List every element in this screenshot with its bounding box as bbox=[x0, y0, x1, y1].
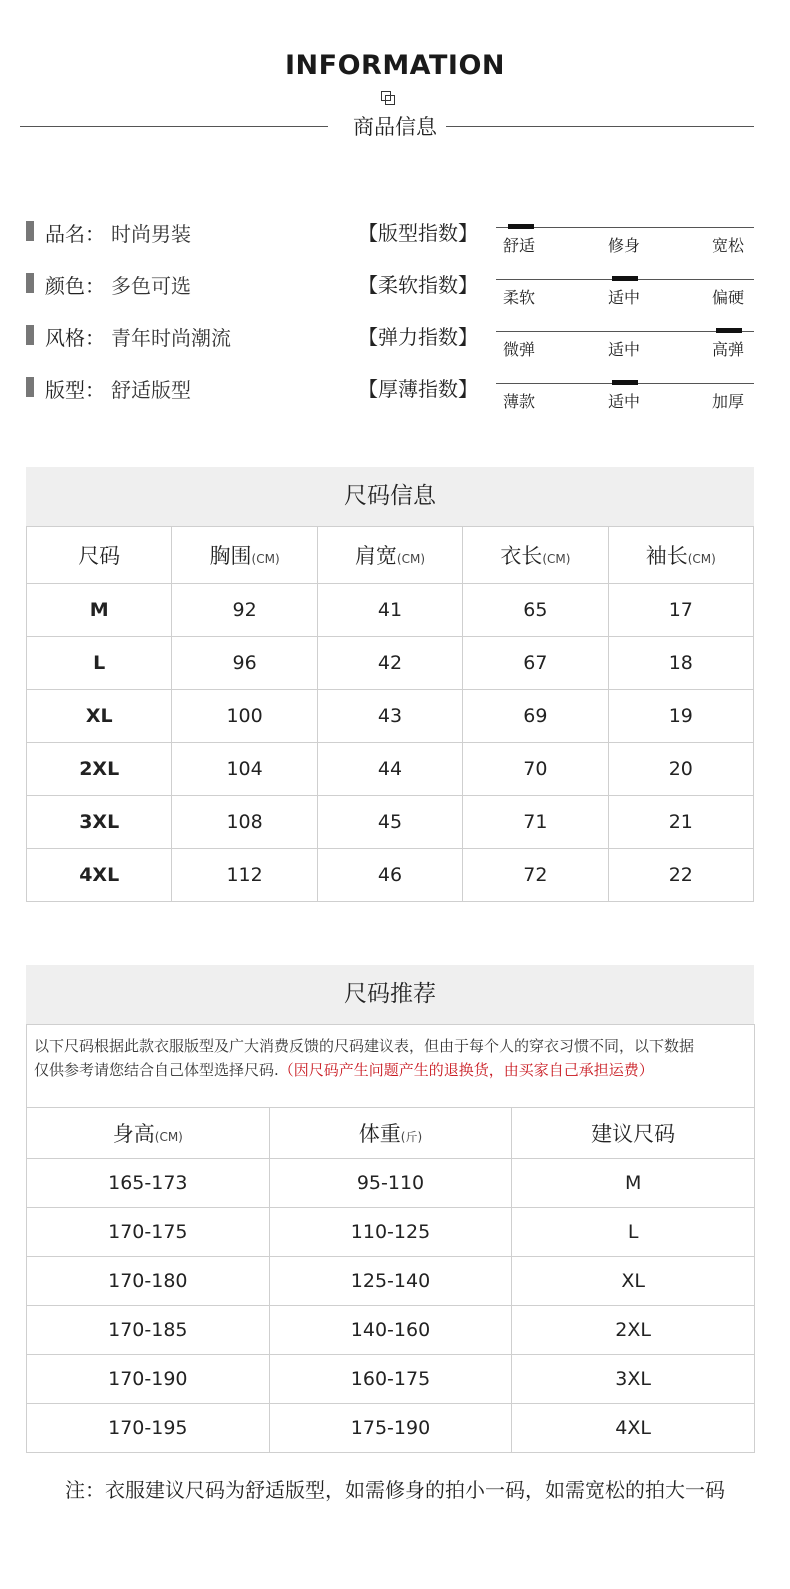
footer-note: 注：衣服建议尺码为舒适版型，如需修身的拍小一码，如需宽松的拍大一码 bbox=[65, 1478, 725, 1502]
page-title: INFORMATION bbox=[284, 50, 505, 81]
size-cell: XL bbox=[27, 690, 172, 743]
weight-cell: 140-160 bbox=[269, 1306, 512, 1355]
index-scale-label: 修身 bbox=[608, 236, 641, 255]
header-label: 体重 bbox=[358, 1122, 401, 1146]
size-header-cell bbox=[172, 527, 317, 584]
weight-cell: 125-140 bbox=[269, 1257, 512, 1306]
index-scale-label: 舒适 bbox=[503, 236, 536, 255]
measure-cell: 18 bbox=[608, 637, 753, 690]
measure-cell: 46 bbox=[317, 849, 462, 902]
recommend-header-cell bbox=[512, 1108, 755, 1159]
size-header-cell bbox=[27, 527, 172, 584]
suggested-size-cell: 3XL bbox=[512, 1355, 755, 1404]
height-cell: 170-195 bbox=[27, 1404, 270, 1453]
info-value: 时尚男装 bbox=[111, 222, 191, 246]
info-bullet bbox=[26, 221, 34, 241]
measure-cell: 42 bbox=[317, 637, 462, 690]
index-scale-label: 偏硬 bbox=[712, 288, 745, 307]
size-cell: M bbox=[27, 584, 172, 637]
info-label: 颜色： bbox=[45, 274, 105, 298]
info-value: 青年时尚潮流 bbox=[111, 326, 231, 350]
measure-cell: 45 bbox=[317, 796, 462, 849]
suggested-size-cell: 2XL bbox=[512, 1306, 755, 1355]
note-line-1: 以下尺码根据此款衣服版型及广大消费反馈的尺码建议表，但由于每个人的穿衣习惯不同，以下数据 bbox=[34, 1037, 695, 1055]
header-unit: (CM) bbox=[396, 552, 426, 566]
header-label: 肩宽 bbox=[354, 544, 397, 568]
weight-cell: 95-110 bbox=[269, 1159, 512, 1208]
measure-cell: 71 bbox=[463, 796, 608, 849]
table-row bbox=[27, 637, 754, 690]
header-label: 胸围 bbox=[209, 544, 252, 568]
table-row bbox=[27, 1257, 755, 1306]
header-unit: (CM) bbox=[154, 1130, 183, 1144]
index-scale-label: 适中 bbox=[608, 392, 641, 411]
index-level-marker bbox=[508, 224, 534, 229]
measure-cell: 65 bbox=[463, 584, 608, 637]
table-row bbox=[27, 690, 754, 743]
measure-cell: 22 bbox=[608, 849, 753, 902]
measure-cell: 69 bbox=[463, 690, 608, 743]
header-label: 身高 bbox=[112, 1122, 155, 1146]
height-cell: 170-190 bbox=[27, 1355, 270, 1404]
index-scale-label: 加厚 bbox=[712, 392, 745, 411]
recommend-header-cell bbox=[269, 1108, 512, 1159]
table-row bbox=[27, 1159, 755, 1208]
height-cell: 170-175 bbox=[27, 1208, 270, 1257]
measure-cell: 17 bbox=[608, 584, 753, 637]
header-label: 建议尺码 bbox=[591, 1122, 676, 1146]
table-row bbox=[27, 743, 754, 796]
measure-cell: 21 bbox=[608, 796, 753, 849]
index-level-marker bbox=[716, 328, 742, 333]
size-table bbox=[26, 526, 754, 902]
weight-cell: 110-125 bbox=[269, 1208, 512, 1257]
measure-cell: 112 bbox=[172, 849, 317, 902]
measure-cell: 96 bbox=[172, 637, 317, 690]
header-unit: (CM) bbox=[687, 552, 716, 566]
index-scale-label: 微弹 bbox=[503, 340, 536, 359]
weight-cell: 175-190 bbox=[269, 1404, 512, 1453]
header-unit: (CM) bbox=[542, 552, 571, 566]
index-label: 【厚薄指数】 bbox=[358, 377, 478, 401]
note-line-2: 仅供参考请您结合自己体型选择尺码. bbox=[34, 1061, 279, 1079]
header-label: 衣长 bbox=[500, 544, 543, 568]
size-table-header-row bbox=[27, 527, 754, 584]
measure-cell: 100 bbox=[172, 690, 317, 743]
index-level-marker bbox=[612, 276, 638, 281]
measure-cell: 108 bbox=[172, 796, 317, 849]
index-scale-label: 宽松 bbox=[712, 236, 745, 255]
table-row bbox=[27, 1404, 755, 1453]
measure-cell: 41 bbox=[317, 584, 462, 637]
index-scale-line bbox=[496, 227, 754, 228]
section-subtitle: 商品信息 bbox=[353, 115, 437, 139]
measure-cell: 44 bbox=[317, 743, 462, 796]
index-scale-label: 适中 bbox=[608, 340, 641, 359]
header-unit: (CM) bbox=[251, 552, 280, 566]
measure-cell: 19 bbox=[608, 690, 753, 743]
size-cell: 4XL bbox=[27, 849, 172, 902]
table-row bbox=[27, 584, 754, 637]
size-cell: 2XL bbox=[27, 743, 172, 796]
info-label: 风格： bbox=[45, 326, 105, 350]
info-label: 版型： bbox=[45, 378, 105, 402]
height-cell: 170-185 bbox=[27, 1306, 270, 1355]
measure-cell: 104 bbox=[172, 743, 317, 796]
recommend-table-header-row bbox=[27, 1108, 755, 1159]
recommend-table bbox=[26, 1107, 755, 1453]
index-scale-label: 高弹 bbox=[712, 340, 745, 359]
info-value: 多色可选 bbox=[111, 274, 191, 298]
suggested-size-cell: M bbox=[512, 1159, 755, 1208]
header-unit: (斤) bbox=[400, 1130, 423, 1144]
measure-cell: 70 bbox=[463, 743, 608, 796]
height-cell: 170-180 bbox=[27, 1257, 270, 1306]
table-row bbox=[27, 1355, 755, 1404]
size-header-cell bbox=[463, 527, 608, 584]
info-label: 品名： bbox=[45, 222, 105, 246]
divider-right bbox=[446, 126, 754, 127]
size-header-cell bbox=[608, 527, 753, 584]
table-row bbox=[27, 849, 754, 902]
measure-cell: 67 bbox=[463, 637, 608, 690]
measure-cell: 92 bbox=[172, 584, 317, 637]
table-row bbox=[27, 1208, 755, 1257]
index-label: 【弹力指数】 bbox=[358, 325, 478, 349]
recommend-header-cell bbox=[27, 1108, 270, 1159]
suggested-size-cell: 4XL bbox=[512, 1404, 755, 1453]
size-cell: L bbox=[27, 637, 172, 690]
index-scale-label: 适中 bbox=[608, 288, 641, 307]
header-label: 尺码 bbox=[78, 544, 121, 568]
note-warning: （因尺码产生问题产生的退换货，由买家自己承担运费） bbox=[278, 1061, 654, 1079]
measure-cell: 20 bbox=[608, 743, 753, 796]
info-value: 舒适版型 bbox=[111, 378, 191, 402]
suggested-size-cell: L bbox=[512, 1208, 755, 1257]
index-label: 【版型指数】 bbox=[358, 221, 478, 245]
table-row bbox=[27, 1306, 755, 1355]
recommend-title: 尺码推荐 bbox=[26, 965, 754, 1024]
recommend-note bbox=[26, 1024, 755, 1108]
measure-cell: 72 bbox=[463, 849, 608, 902]
suggested-size-cell: XL bbox=[512, 1257, 755, 1306]
measure-cell: 43 bbox=[317, 690, 462, 743]
size-cell: 3XL bbox=[27, 796, 172, 849]
squares-icon bbox=[381, 91, 395, 105]
header-label: 袖长 bbox=[645, 544, 688, 568]
info-bullet bbox=[26, 273, 34, 293]
index-label: 【柔软指数】 bbox=[358, 273, 478, 297]
info-bullet bbox=[26, 325, 34, 345]
height-cell: 165-173 bbox=[27, 1159, 270, 1208]
table-row bbox=[27, 796, 754, 849]
index-scale-label: 柔软 bbox=[503, 288, 536, 307]
size-table-title: 尺码信息 bbox=[26, 467, 754, 526]
size-header-cell bbox=[317, 527, 462, 584]
info-bullet bbox=[26, 377, 34, 397]
weight-cell: 160-175 bbox=[269, 1355, 512, 1404]
index-scale-label: 薄款 bbox=[503, 392, 536, 411]
index-level-marker bbox=[612, 380, 638, 385]
